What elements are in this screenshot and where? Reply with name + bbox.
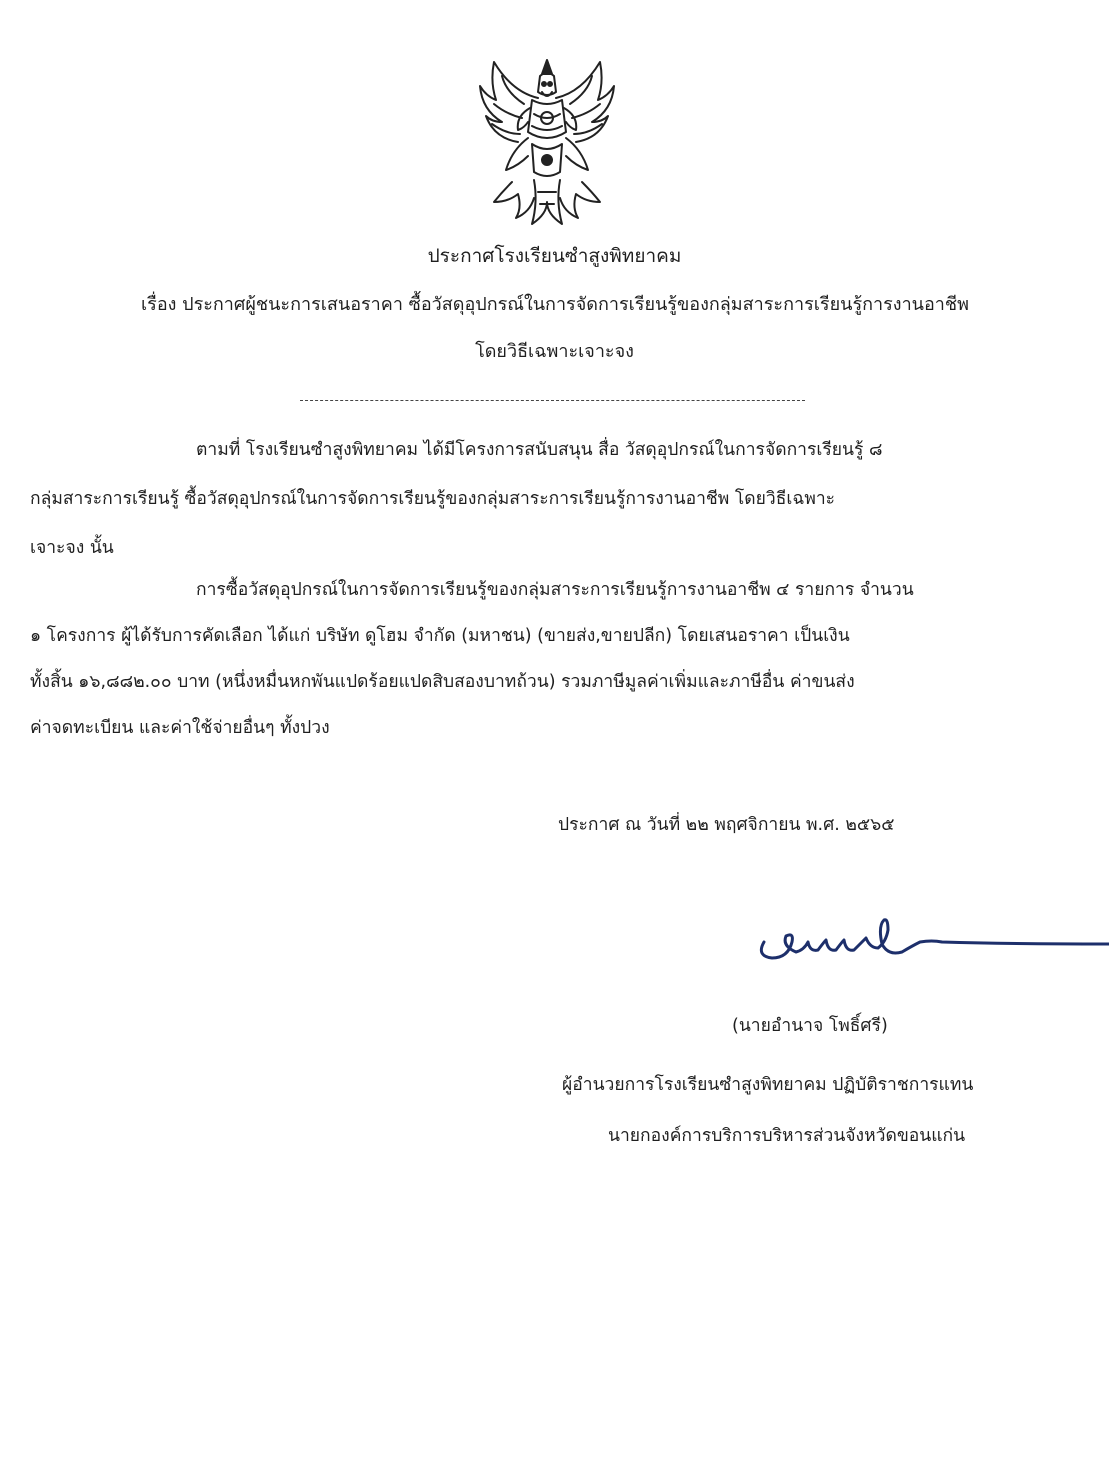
paragraph-2-line-3: ทั้งสิ้น ๑๖,๘๘๒.๐๐ บาท (หนึ่งหมื่นหกพันแปดร้อยแปดสิบสองบาทถ้วน) รวมภาษีมูลค่าเพิ่มและภาษีอื่น ค่าขนส่ง bbox=[30, 672, 855, 692]
signatory-name: (นายอำนาจ โพธิ์ศรี) bbox=[732, 1016, 888, 1036]
subject-line-2: โดยวิธีเฉพาะเจาะจง bbox=[475, 341, 634, 362]
paragraph-2-line-1: การซื้อวัสดุอุปกรณ์ในการจัดการเรียนรู้ของกลุ่มสาระการเรียนรู้การงานอาชีพ ๔ รายการ จำนวน bbox=[196, 580, 914, 600]
paragraph-1-line-2: กลุ่มสาระการเรียนรู้ ซื้อวัสดุอุปกรณ์ในการจัดการเรียนรู้ของกลุ่มสาระการเรียนรู้การงานอาชีพ โดยวิธีเฉพาะ bbox=[30, 489, 836, 509]
garuda-emblem-icon bbox=[472, 52, 622, 232]
handwritten-signature bbox=[752, 912, 1109, 972]
paragraph-2-line-2: ๑ โครงการ ผู้ได้รับการคัดเลือก ได้แก่ บริษัท ดูโฮม จำกัด (มหาชน) (ขายส่ง,ขายปลีก) โดยเสนอราคา เป็นเงิน bbox=[30, 626, 850, 646]
signatory-position-line-2: นายกองค์การบริการบริหารส่วนจังหวัดขอนแก่น bbox=[608, 1126, 966, 1146]
paragraph-2-line-4: ค่าจดทะเบียน และค่าใช้จ่ายอื่นๆ ทั้งปวง bbox=[30, 718, 330, 738]
dashed-divider bbox=[300, 400, 805, 401]
paragraph-1-line-1: ตามที่ โรงเรียนซำสูงพิทยาคม ได้มีโครงการสนับสนุน สื่อ วัสดุอุปกรณ์ในการจัดการเรียนรู้ ๘ bbox=[196, 440, 883, 460]
paragraph-1-line-3: เจาะจง นั้น bbox=[30, 538, 114, 558]
announcement-title: ประกาศโรงเรียนซำสูงพิทยาคม bbox=[427, 245, 682, 267]
signatory-position-line-1: ผู้อำนวยการโรงเรียนซำสูงพิทยาคม ปฏิบัติราชการแทน bbox=[562, 1075, 974, 1095]
announcement-date: ประกาศ ณ วันที่ ๒๒ พฤศจิกายน พ.ศ. ๒๕๖๕ bbox=[558, 815, 895, 835]
subject-line-1: เรื่อง ประกาศผู้ชนะการเสนอราคา ซื้อวัสดุอุปกรณ์ในการจัดการเรียนรู้ของกลุ่มสาระการเรียนรู้การงานอาชีพ bbox=[141, 294, 969, 315]
